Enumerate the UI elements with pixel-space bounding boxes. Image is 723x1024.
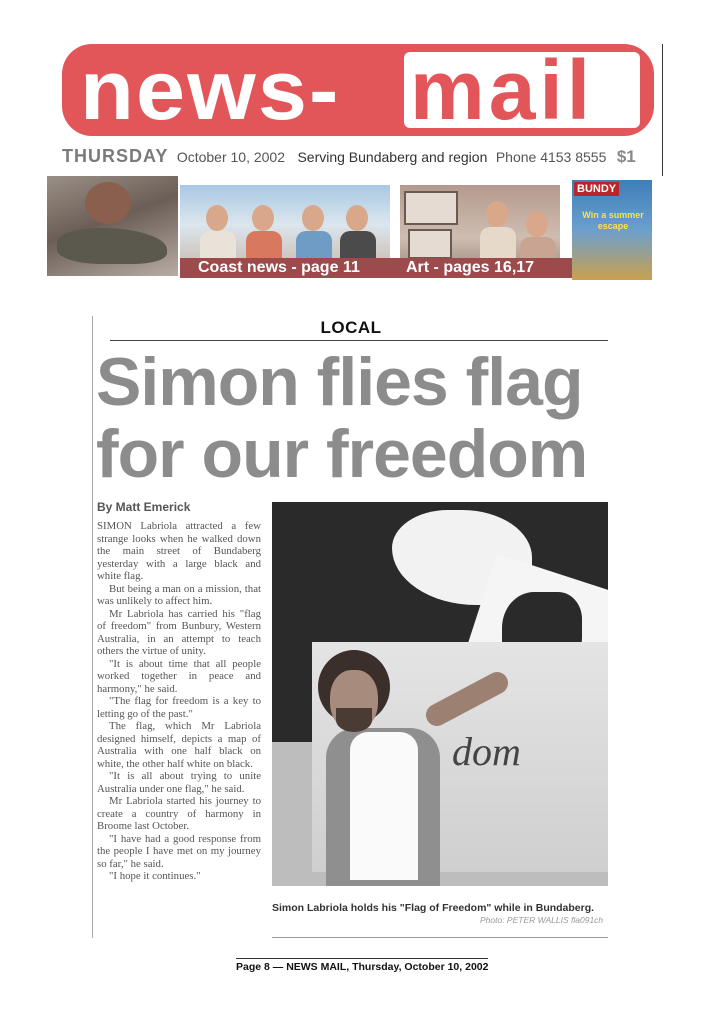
- headline-line-2: for our freedom: [96, 416, 588, 492]
- masthead-brand-news: news-: [80, 44, 341, 136]
- bundy-logo: BUNDY: [574, 182, 619, 196]
- article-paragraph: SIMON Labriola attracted a few strange looks when he walked down the main street of Bundaberg yesterday with a large black and white flag.: [97, 520, 261, 582]
- footer-rule: [236, 958, 488, 959]
- dateline-serving: Serving Bundaberg and region: [297, 149, 488, 165]
- teaser-photo-crocodile: [47, 176, 178, 276]
- masthead-rule: [662, 44, 663, 176]
- article-paragraph: "The flag for freedom is a key to letting go of the past.": [97, 695, 261, 720]
- article-paragraph: Mr Labriola has carried his "flag of freedom" from Bunbury, Western Australia, in an attempt to teach others the virtue of unity.: [97, 607, 261, 657]
- article-paragraph: The flag, which Mr Labriola designed himself, depicts a map of Australia with one half black on white, the other half white on black.: [97, 720, 261, 770]
- bundy-promo-text: Win a summer escape: [582, 210, 644, 231]
- masthead-brand-mail: mail: [410, 44, 595, 136]
- article-bottom-rule: [272, 937, 608, 938]
- article-paragraph: But being a man on a mission, that was unlikely to affect him.: [97, 582, 261, 607]
- article-body: [97, 520, 261, 883]
- teaser-coast-label: Coast news - page 11: [198, 259, 360, 276]
- article-photo: [272, 502, 608, 886]
- section-label: LOCAL: [320, 318, 382, 337]
- dateline-date: October 10, 2002: [176, 149, 285, 165]
- byline: By Matt Emerick: [97, 500, 191, 514]
- page-footer: Page 8 — NEWS MAIL, Thursday, October 10, 2002: [236, 961, 489, 973]
- photo-caption: Simon Labriola holds his "Flag of Freedom" while in Bundaberg.: [272, 902, 595, 914]
- teaser-art-label: Art - pages 16,17: [406, 259, 535, 276]
- dateline-day: THURSDAY: [62, 146, 169, 166]
- dateline-price: $1: [616, 147, 636, 166]
- photo-sign-text: dom: [452, 729, 521, 774]
- article-paragraph: "I hope it continues.": [109, 870, 201, 882]
- dateline: [62, 146, 662, 168]
- photo-credit: Photo: PETER WALLIS fla091ch: [480, 915, 604, 925]
- dateline-phone: Phone 4153 8555: [495, 149, 607, 165]
- article-paragraph: "It is about time that all people worked together in peace and harmony," he said.: [97, 657, 261, 695]
- masthead: [62, 44, 654, 136]
- article-paragraph: "It is all about trying to unite Australia under one flag," he said.: [97, 770, 261, 795]
- section-rule: [110, 340, 608, 341]
- headline-line-1: Simon flies flag: [96, 344, 583, 420]
- article-paragraph: Mr Labriola started his journey to create a country of harmony in Broome last October.: [97, 795, 261, 832]
- article-paragraph: "I have had a good response from the people I have met on my journey so far," he said.: [97, 832, 261, 870]
